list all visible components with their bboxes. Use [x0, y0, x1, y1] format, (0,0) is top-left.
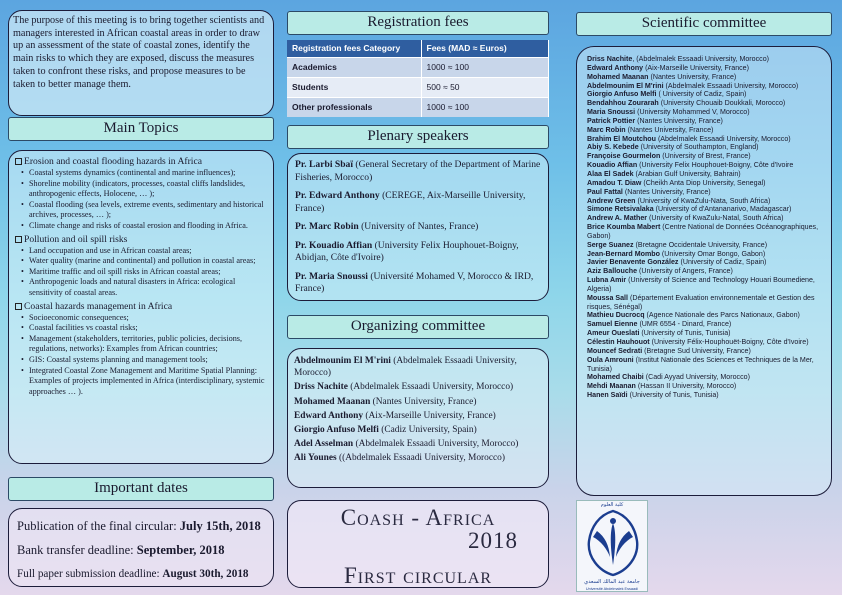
list-item: • Integrated Coastal Zone Management and Maritime Spatial Planning: Examples of projects implemented in Africa (interdisciplinary, systemic approaches … ).: [21, 366, 267, 398]
plenary-speakers-header: Plenary speakers: [287, 125, 549, 149]
main-topics-panel: [8, 150, 274, 464]
speaker-affiliation: (General Secretary of the Department of Marine Fisheries, Morocco): [295, 159, 541, 183]
organizer-affiliation: (Nantes University, France): [370, 396, 477, 407]
fees-column-header: Fees (MAD ≈ Euros): [421, 40, 549, 57]
organizer-name: Edward Anthony: [294, 410, 364, 421]
member-name: Patrick Pottier: [587, 116, 636, 125]
event-subtitle: First circular: [343, 563, 493, 588]
topic-group-title: [15, 234, 267, 246]
member-name: Marc Robin: [587, 125, 626, 134]
member-affiliation: (Agence Nationale des Parcs Nationaux, Gabon): [644, 311, 800, 320]
speaker-entry: [295, 221, 541, 234]
list-item: • Maritime traffic and oil spill risks in African coastal areas;: [21, 267, 267, 278]
committee-member: [587, 126, 823, 135]
member-affiliation: , (Abdelmalek Essaadi University, Morocco): [632, 55, 770, 63]
logo-latin-name: Université Abdelmalek Essaadi: [585, 587, 639, 591]
committee-member: [587, 152, 823, 161]
table-row: [287, 97, 549, 117]
checkbox-icon: [15, 303, 22, 310]
committee-member: [587, 294, 823, 312]
scientific-committee-panel: [576, 46, 832, 496]
member-affiliation: (Abdelmalek Essaadi University, Morocco): [655, 134, 791, 143]
committee-member: [587, 373, 823, 382]
member-affiliation: (Nantes University, France): [625, 125, 714, 134]
registration-fees-header: Registration fees: [287, 11, 549, 35]
member-affiliation: (Nantes University, France): [622, 187, 711, 196]
committee-member: [587, 391, 823, 400]
committee-member: [587, 170, 823, 179]
committee-member: [587, 223, 823, 241]
organizer-affiliation: (Abdelmalek Essaadi University, Morocco): [353, 439, 519, 450]
topic-items: [15, 246, 267, 299]
committee-member: [587, 179, 823, 188]
organizer-name: Ali Younes: [294, 453, 337, 464]
organizing-committee-header: Organizing committee: [287, 315, 549, 339]
member-affiliation: (University of KwaZulu-Natal, South Africa): [647, 214, 784, 223]
member-name: Edward Anthony: [587, 63, 644, 72]
member-affiliation: (University Mohammed V, Morocco): [635, 108, 750, 117]
committee-member: [587, 82, 823, 91]
intro-panel: [8, 10, 274, 116]
fee-amount: 1000 ≈ 100: [421, 97, 549, 117]
main-topics-list: [9, 151, 273, 402]
member-name: Alaa El Sadek: [587, 169, 634, 178]
date-label: Full paper submission deadline:: [17, 568, 163, 580]
main-topics-header: Main Topics: [8, 117, 274, 141]
topic-group-title: [15, 301, 267, 313]
topic-items: [15, 168, 267, 232]
speaker-affiliation: (University of Nantes, France): [358, 221, 479, 232]
committee-member: [587, 311, 823, 320]
list-item: • GIS: Coastal systems planning and management tools;: [21, 355, 267, 366]
committee-member: [587, 241, 823, 250]
member-affiliation: (University Chouaib Doukkali, Morocco): [658, 99, 786, 108]
member-name: Giorgio Anfuso Melfi: [587, 90, 657, 99]
list-item: • Climate change and risks of coastal erosion and flooding in Africa.: [21, 221, 267, 232]
member-name: Lubna Amir: [587, 276, 627, 285]
organizer-entry: [294, 355, 542, 379]
member-affiliation: (Institut Nationale des Sciences et Techniques de la Mer, Tunisia): [587, 355, 814, 373]
committee-member: [587, 73, 823, 82]
committee-member: [587, 347, 823, 356]
committee-member: [587, 117, 823, 126]
committee-member: [587, 188, 823, 197]
date-value: August 30th, 2018: [162, 568, 249, 580]
committee-member: [587, 382, 823, 391]
organizer-entry: [294, 438, 542, 450]
organizing-committee-panel: [287, 348, 549, 488]
member-affiliation: ( University of Cadiz, Spain): [656, 90, 747, 99]
member-name: Oula Amrouni: [587, 355, 634, 364]
organizer-name: Adel Asselman: [294, 439, 354, 450]
committee-member: [587, 320, 823, 329]
scientific-committee-header: Scientific committee: [576, 12, 832, 36]
organizer-name: Mohamed Maanan: [294, 396, 371, 407]
list-item: • Land occupation and use in African coastal areas;: [21, 246, 267, 257]
event-name: Coash - Africa: [340, 505, 496, 530]
committee-member: [587, 250, 823, 259]
member-affiliation: (Nantes University, France): [648, 72, 737, 81]
important-dates-panel: [8, 508, 274, 587]
member-name: Célestin Hauhouot: [587, 338, 650, 346]
list-item: • Coastal systems dynamics (continental and marine influences);: [21, 168, 267, 179]
date-label: Publication of the final circular:: [17, 519, 180, 533]
table-row: [287, 77, 549, 97]
member-name: Mohamed Maanan: [587, 72, 649, 81]
member-name: Aziz Ballouche: [587, 267, 638, 276]
registration-fees-table: [287, 40, 549, 117]
organizer-affiliation: ((Abdelmalek Essaadi University, Morocco): [336, 453, 505, 464]
committee-member: [587, 205, 823, 214]
member-name: Françoise Gourmelon: [587, 152, 661, 161]
member-affiliation: (Bretagne Sud University, France): [642, 346, 751, 355]
member-affiliation: (Cadi Ayyad University, Morocco): [643, 373, 750, 382]
dove-emblem-icon: [577, 501, 649, 581]
committee-member: [587, 99, 823, 108]
logo-arabic-top: كلية العلوم: [600, 502, 624, 508]
member-affiliation: (Aix-Marseille University, France): [643, 63, 749, 72]
list-item: • Socioeconomic consequences;: [21, 313, 267, 324]
member-name: Amadou T. Diaw: [587, 178, 642, 187]
member-affiliation: (University Omar Bongo, Gabon): [659, 249, 766, 258]
speaker-entry: [295, 190, 541, 215]
organizer-entry: [294, 381, 542, 393]
fee-amount: 1000 ≈ 100: [421, 57, 549, 77]
list-item: • Coastal flooding (sea levels, extreme events, sedimentary and historical archives, processes, … );: [21, 200, 267, 221]
speaker-name: Pr. Marc Robin: [295, 221, 359, 232]
list-item: • Water quality (marine and continental) and pollution in coastal areas;: [21, 256, 267, 267]
member-name: Abdelmounim El M'rini: [587, 81, 664, 90]
member-affiliation: (University of Brest, France): [660, 152, 751, 161]
topic-group-title: [15, 156, 267, 168]
member-name: Samuel Eienne: [587, 320, 638, 329]
committee-member: [587, 64, 823, 73]
organizer-entry: [294, 396, 542, 408]
fee-category: Academics: [287, 57, 421, 77]
speaker-name: Pr. Kouadio Affian: [295, 239, 373, 251]
committee-member: [587, 90, 823, 99]
member-affiliation: (Centre National de Données Océanographiques, Gabon): [587, 223, 819, 240]
checkbox-icon: [15, 236, 22, 243]
list-item: • Anthropogenic loads and natural disasters in Africa: ecological sensitivity of coastal areas.: [21, 277, 267, 298]
date-row-final-circular: [17, 515, 265, 538]
organizer-name: Giorgio Anfuso Melfi: [294, 425, 379, 436]
topic-group-label: Erosion and coastal flooding hazards in Africa: [24, 156, 202, 167]
fee-category: Other professionals: [287, 97, 421, 117]
member-affiliation: (University Félix-Houphouët-Boigny, Côte d'Ivoire): [649, 338, 809, 346]
member-affiliation: (Arabian Gulf University, Bahrain): [633, 169, 741, 178]
member-name: Mehdi Maanan: [587, 382, 636, 391]
date-value: September, 2018: [136, 543, 225, 557]
scientific-committee-list: [587, 55, 823, 400]
organizer-affiliation: (Cadiz University, Spain): [378, 425, 477, 436]
member-name: Mohamed Chaibi: [587, 373, 644, 382]
date-row-paper-submission: [17, 563, 265, 586]
speaker-entry: [295, 240, 541, 265]
member-name: Simone Retsivalaka: [587, 205, 654, 214]
member-affiliation: (Hassan II University, Morocco): [635, 382, 737, 391]
member-name: Mathieu Ducrocq: [587, 311, 645, 320]
committee-member: [587, 276, 823, 294]
committee-member: [587, 329, 823, 338]
member-name: Ameur Oueslati: [587, 329, 640, 338]
date-row-bank-transfer: [17, 539, 265, 562]
member-affiliation: (Département Evaluation environnementale et Gestion des risques, Sénégal): [587, 293, 815, 311]
member-affiliation: (Bretagne Occidentale University, France): [633, 240, 768, 249]
member-affiliation: (University of Tunis, Tunisia): [627, 391, 719, 400]
member-affiliation: (Abdelmalek Essaadi University, Morocco): [663, 81, 799, 90]
topic-group-label: Coastal hazards management in Africa: [24, 300, 173, 312]
member-name: Serge Suanez: [587, 240, 634, 249]
member-affiliation: (University of Science and Technology Houari Boumediene, Algeria): [587, 276, 815, 293]
member-name: Bendahhou Zourarah: [587, 99, 659, 108]
date-label: Bank transfer deadline:: [17, 543, 137, 557]
member-affiliation: (University of Angers, France): [637, 267, 733, 276]
fees-table-header-row: [287, 40, 549, 57]
organizer-entry: [294, 452, 542, 464]
member-affiliation: (UMR 6554 - Dinard, France): [637, 320, 732, 329]
speaker-name: Pr. Maria Snoussi: [295, 270, 368, 282]
member-affiliation: (University of Cadiz, Spain): [678, 258, 767, 267]
topic-group-label: Pollution and oil spill risks: [24, 233, 128, 245]
member-affiliation: (University of d'Antananarivo, Madagascar): [653, 205, 792, 214]
table-row: [287, 57, 549, 77]
date-value: July 15th, 2018: [179, 519, 261, 533]
member-affiliation: (University of Tunis, Tunisia): [639, 329, 731, 338]
speaker-name: Pr. Edward Anthony: [295, 190, 380, 201]
intro-text: The purpose of this meeting is to bring together scientists and managers interested in African coastal areas in order to draw up an assessment of the state of coastal zones, identify the main risks to which they are exposed, discuss the measures taken to confront these risks, and propose measures to be taken to better manage them.: [13, 15, 265, 90]
fee-category: Students: [287, 77, 421, 97]
important-dates-header: Important dates: [8, 477, 274, 501]
member-affiliation: (University of KwaZulu-Nata, South Africa): [635, 196, 771, 205]
speaker-affiliation: (Université Mohamed V, Morocco & IRD, France): [295, 270, 534, 294]
member-name: Andrew Green: [587, 196, 636, 205]
committee-member: [587, 55, 823, 64]
member-name: Javier Benavente González: [587, 258, 679, 267]
member-name: Kouadio Affian: [587, 161, 638, 170]
logo-arabic-name: جامعة عبد المالك السعدي: [584, 579, 640, 585]
university-logo: [576, 500, 648, 592]
member-affiliation: (Cheikh Anta Diop University, Senegal): [641, 178, 766, 187]
fees-column-header: Registration fees Category: [287, 40, 421, 57]
member-affiliation: (Nantes University, France): [635, 116, 723, 125]
member-affiliation: (University Felix Houphouet-Boigny, Côte d'Ivoire: [637, 161, 794, 170]
organizer-affiliation: (Abdelmalek Essaadi University, Morocco): [294, 356, 517, 379]
organizer-entry: [294, 424, 542, 436]
topic-items: [15, 313, 267, 398]
committee-member: [587, 108, 823, 117]
speaker-affiliation: (University Felix Houphouet-Boigny, Abidjan, Côte d'Ivoire): [295, 239, 519, 263]
list-item: • Shoreline mobility (indicators, processes, coastal cliffs landslides, anthropogenic effects, Holocene, … );: [21, 179, 267, 200]
event-title-box: [287, 500, 549, 588]
member-name: Driss Nachite: [587, 55, 633, 63]
event-year: 2018: [468, 528, 518, 553]
plenary-speakers-panel: [287, 153, 549, 301]
member-name: Jean-Bernard Mombo: [587, 249, 660, 258]
member-name: Mouncef Sedrati: [587, 346, 643, 355]
member-name: Abiy S. Kebede: [587, 143, 639, 152]
organizer-name: Driss Nachite: [294, 382, 348, 393]
speaker-name: Pr. Larbi Sbaï: [295, 159, 354, 170]
member-name: Moussa Sall: [587, 293, 629, 302]
organizer-affiliation: (Abdelmalek Essaadi University, Morocco): [347, 382, 514, 393]
member-name: Maria Snoussi: [587, 108, 636, 117]
member-name: Andrew A. Mather: [587, 214, 648, 223]
organizer-name: Abdelmounim El M'rini: [294, 356, 391, 366]
committee-member: [587, 267, 823, 276]
member-name: Hanen Saïdi: [587, 391, 628, 400]
list-item: • Management (stakeholders, territories, public policies, decisions, regulations, networks): Examples from African countries;: [21, 334, 267, 355]
speaker-entry: [295, 159, 541, 184]
committee-member: [587, 135, 823, 144]
committee-member: [587, 214, 823, 223]
member-affiliation: (University of Southampton, England): [638, 143, 759, 152]
member-name: Brice Koumba Mabert: [587, 223, 661, 232]
committee-member: [587, 338, 823, 347]
fee-amount: 500 ≈ 50: [421, 77, 549, 97]
committee-member: [587, 143, 823, 152]
member-name: Paul Fattal: [587, 187, 623, 196]
committee-member: [587, 161, 823, 170]
organizer-entry: [294, 410, 542, 422]
speaker-affiliation: (CEREGE, Aix-Marseille University, France): [295, 190, 526, 214]
organizer-affiliation: (Aix-Marseille University, France): [363, 410, 496, 421]
committee-member: [587, 356, 823, 374]
committee-member: [587, 258, 823, 267]
member-name: Brahim El Moutchou: [587, 134, 656, 143]
list-item: • Coastal facilities vs coastal risks;: [21, 323, 267, 334]
checkbox-icon: [15, 158, 22, 165]
speaker-entry: [295, 271, 541, 296]
committee-member: [587, 197, 823, 206]
